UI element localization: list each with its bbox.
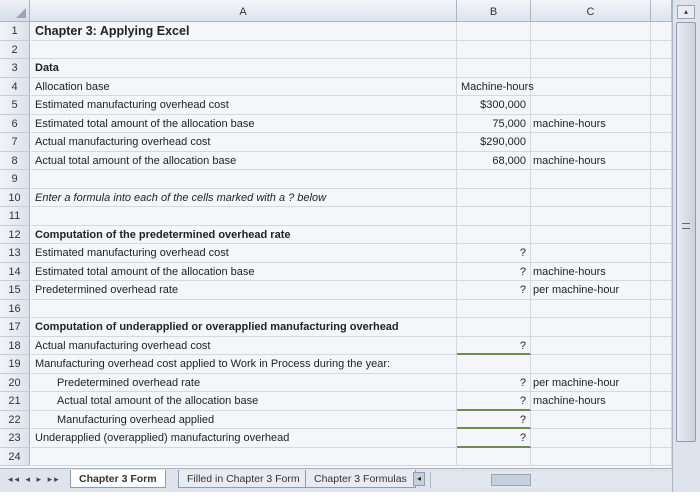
cell-c[interactable]: machine-hours bbox=[531, 263, 651, 282]
cell-d[interactable] bbox=[651, 189, 672, 208]
select-all-corner[interactable] bbox=[0, 0, 30, 22]
cell-c[interactable] bbox=[531, 207, 651, 226]
cell-b[interactable] bbox=[457, 22, 531, 41]
row-number[interactable]: 14 bbox=[0, 263, 30, 282]
row-number[interactable]: 17 bbox=[0, 318, 30, 337]
row-number[interactable]: 1 bbox=[0, 22, 30, 41]
cell-a[interactable]: Estimated manufacturing overhead cost bbox=[31, 96, 457, 115]
sheet-row bbox=[0, 22, 672, 41]
cell-d[interactable] bbox=[651, 207, 672, 226]
row-number[interactable]: 23 bbox=[0, 429, 30, 448]
column-header-a[interactable]: A bbox=[30, 0, 457, 22]
sheet-row bbox=[0, 226, 672, 245]
cell-d[interactable] bbox=[651, 22, 672, 41]
cell-d[interactable] bbox=[651, 429, 672, 448]
cell-c[interactable] bbox=[531, 189, 651, 208]
cell-c[interactable]: machine-hours bbox=[531, 115, 651, 134]
sheet-row bbox=[0, 152, 672, 171]
cell-c[interactable]: machine-hours bbox=[531, 152, 651, 171]
cell-b[interactable]: ? bbox=[457, 281, 531, 300]
cell-d[interactable] bbox=[651, 318, 672, 337]
sheet-row bbox=[0, 374, 672, 393]
cell-c[interactable] bbox=[531, 96, 651, 115]
row-number[interactable]: 10 bbox=[0, 189, 30, 208]
cell-b[interactable]: ? bbox=[457, 263, 531, 282]
row-number[interactable]: 15 bbox=[0, 281, 30, 300]
cell-d[interactable] bbox=[651, 78, 672, 97]
cell-b[interactable]: 75,000 bbox=[457, 115, 531, 134]
cell-a[interactable]: Data bbox=[31, 59, 457, 78]
cell-b[interactable]: 68,000 bbox=[457, 152, 531, 171]
cell-a[interactable] bbox=[31, 41, 457, 60]
cell-a[interactable]: Chapter 3: Applying Excel bbox=[31, 22, 457, 41]
cell-c[interactable] bbox=[531, 411, 651, 430]
cell-d[interactable] bbox=[651, 448, 672, 467]
cell-d[interactable] bbox=[651, 263, 672, 282]
cell-c[interactable]: per machine-hour bbox=[531, 281, 651, 300]
cell-a[interactable]: Predetermined overhead rate bbox=[31, 374, 457, 393]
cell-c[interactable] bbox=[531, 429, 651, 448]
sheet-row bbox=[0, 337, 672, 356]
sheet-row bbox=[0, 189, 672, 208]
row-number[interactable]: 22 bbox=[0, 411, 30, 430]
cell-d[interactable] bbox=[651, 115, 672, 134]
cell-b[interactable]: ? bbox=[457, 337, 531, 356]
tab-chapter-3-formulas[interactable]: Chapter 3 Formulas bbox=[305, 470, 416, 488]
cell-b[interactable] bbox=[457, 318, 531, 337]
row-number[interactable]: 6 bbox=[0, 115, 30, 134]
cell-b[interactable]: Machine-hours bbox=[457, 78, 531, 97]
column-header-b[interactable]: B bbox=[457, 0, 531, 22]
cell-d[interactable] bbox=[651, 374, 672, 393]
sheet-tab-bar bbox=[0, 468, 672, 492]
sheet-row bbox=[0, 411, 672, 430]
cell-a[interactable]: Actual total amount of the allocation base bbox=[31, 392, 457, 411]
column-header-d[interactable] bbox=[651, 0, 672, 22]
sheet-row bbox=[0, 133, 672, 152]
cell-a[interactable]: Estimated manufacturing overhead cost bbox=[31, 244, 457, 263]
vertical-scroll-thumb[interactable] bbox=[676, 22, 696, 442]
cell-d[interactable] bbox=[651, 355, 672, 374]
row-number[interactable]: 11 bbox=[0, 207, 30, 226]
cell-a[interactable]: Underapplied (overapplied) manufacturing overhead bbox=[31, 429, 457, 448]
cell-c[interactable] bbox=[531, 22, 651, 41]
cell-a[interactable] bbox=[31, 300, 457, 319]
row-number[interactable]: 21 bbox=[0, 392, 30, 411]
cell-b[interactable] bbox=[457, 207, 531, 226]
cell-c[interactable]: machine-hours bbox=[531, 392, 651, 411]
cell-b[interactable] bbox=[457, 448, 531, 467]
row-number[interactable]: 19 bbox=[0, 355, 30, 374]
cell-a[interactable]: Actual manufacturing overhead cost bbox=[31, 337, 457, 356]
horizontal-scroll-thumb[interactable] bbox=[491, 474, 531, 486]
column-header-c[interactable]: C bbox=[531, 0, 651, 22]
cell-a[interactable]: Actual manufacturing overhead cost bbox=[31, 133, 457, 152]
cell-a[interactable]: Estimated total amount of the allocation base bbox=[31, 263, 457, 282]
sheet-row bbox=[0, 318, 672, 337]
status-strip bbox=[0, 492, 700, 499]
row-number[interactable]: 7 bbox=[0, 133, 30, 152]
cell-c[interactable] bbox=[531, 170, 651, 189]
cell-grid bbox=[0, 22, 672, 468]
row-number[interactable]: 5 bbox=[0, 96, 30, 115]
cell-b[interactable]: ? bbox=[457, 374, 531, 393]
cell-c[interactable] bbox=[531, 355, 651, 374]
cell-a[interactable]: Allocation base bbox=[31, 78, 457, 97]
cell-c[interactable] bbox=[531, 59, 651, 78]
cell-d[interactable] bbox=[651, 152, 672, 171]
cell-a[interactable] bbox=[31, 448, 457, 467]
sheet-row bbox=[0, 448, 672, 467]
sheet-row bbox=[0, 281, 672, 300]
cell-a[interactable] bbox=[31, 170, 457, 189]
cell-a[interactable]: Computation of the predetermined overhead rate bbox=[31, 226, 457, 245]
cell-a[interactable]: Computation of underapplied or overapplied manufacturing overhead bbox=[31, 318, 457, 337]
row-number[interactable]: 3 bbox=[0, 59, 30, 78]
cell-d[interactable] bbox=[651, 392, 672, 411]
cell-b[interactable]: ? bbox=[457, 429, 531, 448]
cell-b[interactable] bbox=[457, 300, 531, 319]
insert-sheet-icon[interactable]: ◂ bbox=[413, 472, 425, 486]
sheet-row bbox=[0, 207, 672, 226]
cell-b[interactable] bbox=[457, 170, 531, 189]
cell-c[interactable] bbox=[531, 41, 651, 60]
cell-b[interactable]: ? bbox=[457, 411, 531, 430]
cell-c[interactable]: per machine-hour bbox=[531, 374, 651, 393]
cell-d[interactable] bbox=[651, 411, 672, 430]
scroll-up-icon[interactable]: ▴ bbox=[677, 5, 695, 19]
sheet-row bbox=[0, 392, 672, 411]
cell-d[interactable] bbox=[651, 300, 672, 319]
cell-b[interactable]: ? bbox=[457, 392, 531, 411]
cell-b[interactable]: ? bbox=[457, 244, 531, 263]
cell-d[interactable] bbox=[651, 133, 672, 152]
cell-b[interactable] bbox=[457, 41, 531, 60]
cell-b[interactable] bbox=[457, 59, 531, 78]
cell-a[interactable] bbox=[31, 207, 457, 226]
cell-c[interactable] bbox=[531, 78, 651, 97]
cell-c[interactable] bbox=[531, 337, 651, 356]
cell-d[interactable] bbox=[651, 59, 672, 78]
cell-a[interactable]: Manufacturing overhead cost applied to Work in Process during the year: bbox=[31, 355, 457, 374]
cell-a[interactable]: Predetermined overhead rate bbox=[31, 281, 457, 300]
row-number[interactable]: 16 bbox=[0, 300, 30, 319]
cell-c[interactable] bbox=[531, 318, 651, 337]
cell-b[interactable] bbox=[457, 189, 531, 208]
sheet-row bbox=[0, 263, 672, 282]
cell-c[interactable] bbox=[531, 300, 651, 319]
cell-c[interactable] bbox=[531, 244, 651, 263]
sheet-row bbox=[0, 78, 672, 97]
sheet-row bbox=[0, 300, 672, 319]
cell-c[interactable] bbox=[531, 133, 651, 152]
row-number[interactable]: 9 bbox=[0, 170, 30, 189]
horizontal-scrollbar[interactable] bbox=[430, 472, 672, 488]
cell-b[interactable]: $290,000 bbox=[457, 133, 531, 152]
tab-navigation-icons[interactable]: ◂◂ ◂ ▸ ▸▸ bbox=[8, 474, 61, 484]
cell-c[interactable] bbox=[531, 226, 651, 245]
row-number[interactable]: 18 bbox=[0, 337, 30, 356]
cell-b[interactable]: $300,000 bbox=[457, 96, 531, 115]
row-number[interactable]: 4 bbox=[0, 78, 30, 97]
cell-b[interactable] bbox=[457, 226, 531, 245]
sheet-row bbox=[0, 115, 672, 134]
cell-b[interactable] bbox=[457, 355, 531, 374]
cell-d[interactable] bbox=[651, 96, 672, 115]
cell-d[interactable] bbox=[651, 41, 672, 60]
sheet-row bbox=[0, 355, 672, 374]
sheet-row bbox=[0, 41, 672, 60]
row-number[interactable]: 8 bbox=[0, 152, 30, 171]
cell-d[interactable] bbox=[651, 170, 672, 189]
cell-a[interactable]: Enter a formula into each of the cells marked with a ? below bbox=[31, 189, 457, 208]
cell-d[interactable] bbox=[651, 244, 672, 263]
sheet-row bbox=[0, 244, 672, 263]
tab-filled-in-chapter-3-form[interactable]: Filled in Chapter 3 Form bbox=[178, 470, 309, 488]
cell-c[interactable] bbox=[531, 448, 651, 467]
row-number[interactable]: 13 bbox=[0, 244, 30, 263]
cell-a[interactable]: Estimated total amount of the allocation base bbox=[31, 115, 457, 134]
row-number[interactable]: 12 bbox=[0, 226, 30, 245]
cell-d[interactable] bbox=[651, 226, 672, 245]
row-number[interactable]: 20 bbox=[0, 374, 30, 393]
cell-d[interactable] bbox=[651, 281, 672, 300]
sheet-row bbox=[0, 429, 672, 448]
grip-icon bbox=[682, 223, 690, 229]
row-number[interactable]: 2 bbox=[0, 41, 30, 60]
tab-chapter-3-form[interactable]: Chapter 3 Form bbox=[70, 470, 166, 488]
sheet-row bbox=[0, 96, 672, 115]
cell-a[interactable]: Manufacturing overhead applied bbox=[31, 411, 457, 430]
cell-d[interactable] bbox=[651, 337, 672, 356]
sheet-row bbox=[0, 170, 672, 189]
select-all-icon bbox=[16, 8, 26, 18]
row-number[interactable]: 24 bbox=[0, 448, 30, 467]
sheet-row bbox=[0, 59, 672, 78]
vertical-scrollbar[interactable] bbox=[672, 0, 700, 499]
cell-a[interactable]: Actual total amount of the allocation base bbox=[31, 152, 457, 171]
